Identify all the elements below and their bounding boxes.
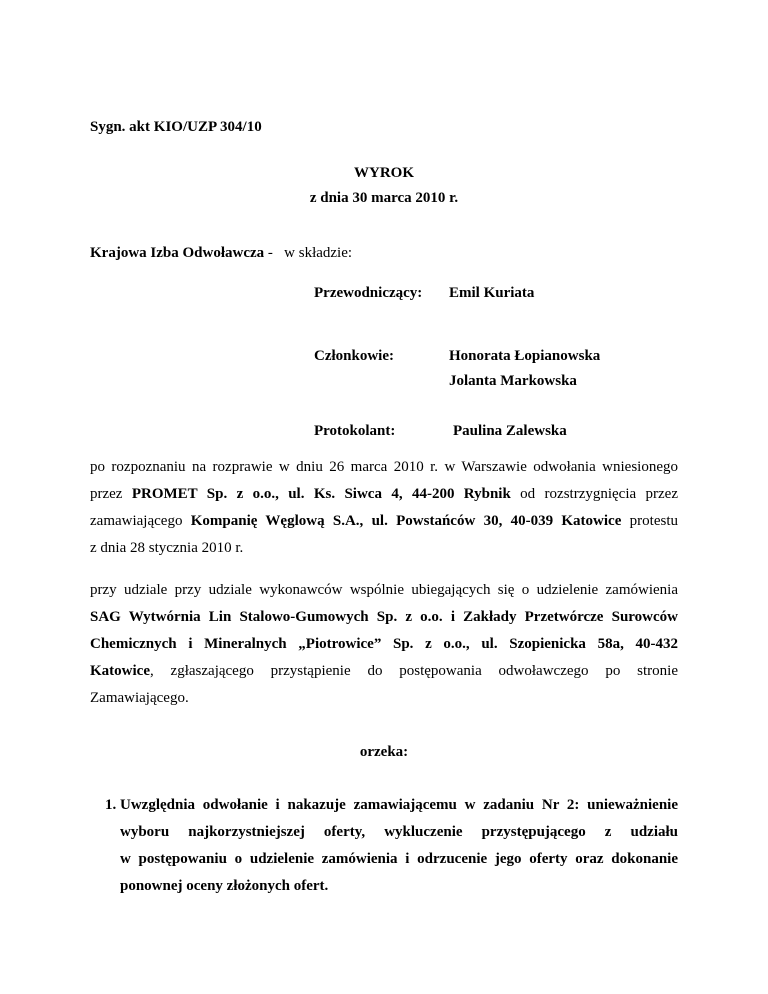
para2-line: Chemicznych i Mineralnych „Piotrowice” Sp. z o.o., ul. Szopienicka 58a, 40-432: [90, 636, 678, 652]
para2-line: przy udziale przy udziale wykonawców wspólnie ubiegających się o udzielenie zamówienia: [90, 582, 678, 598]
case-signature: Sygn. akt KIO/UZP 304/10: [90, 119, 262, 135]
recorder-name: Paulina Zalewska: [453, 423, 567, 439]
document-date: z dnia 30 marca 2010 r.: [309, 190, 459, 206]
item1-line: Uwzględnia odwołanie i nakazuje zamawiającemu w zadaniu Nr 2: unieważnienie: [120, 797, 678, 813]
member-name: Honorata Łopianowska: [449, 348, 601, 364]
chamber-name: Krajowa Izba Odwoławcza: [90, 245, 265, 261]
item1-line: ponownej oceny złożonych ofert.: [120, 878, 329, 894]
chamber-line: [90, 245, 352, 262]
orzeka-heading: orzeka:: [359, 744, 409, 760]
chair-label: Przewodniczący:: [314, 285, 423, 301]
para2-line: Zamawiającego.: [90, 690, 189, 706]
para2-line: SAG Wytwórnia Lin Stalowo-Gumowych Sp. z o.o. i Zakłady Przetwórcze Surowców: [90, 609, 678, 625]
chamber-suffix: - w składzie:: [264, 245, 353, 261]
document-title: WYROK: [354, 165, 414, 181]
item1-line: w postępowaniu o udzielenie zamówienia i odrzucenie jego oferty oraz dokonanie: [120, 851, 678, 867]
member-name: Jolanta Markowska: [449, 373, 577, 389]
members-label: Członkowie:: [314, 348, 394, 364]
para2-line: Katowice, zgłaszającego przystąpienie do postępowania odwoławczego po stronie: [90, 663, 678, 679]
para1-line: po rozpoznaniu na rozprawie w dniu 26 marca 2010 r. w Warszawie odwołania wniesionego: [90, 459, 678, 475]
item1-line: wyboru najkorzystniejszej oferty, wykluczenie przystępującego z udziału: [120, 824, 678, 840]
recorder-label: Protokolant:: [314, 423, 396, 439]
para1-line: z dnia 28 stycznia 2010 r.: [90, 540, 244, 556]
chair-name: Emil Kuriata: [449, 285, 535, 301]
item-number: 1.: [105, 797, 117, 813]
para1-line: zamawiającego Kompanię Węglową S.A., ul. Powstańców 30, 40-039 Katowice protestu: [90, 513, 678, 529]
para1-line: przez PROMET Sp. z o.o., ul. Ks. Siwca 4, 44-200 Rybnik od rozstrzygnięcia przez: [90, 486, 678, 502]
